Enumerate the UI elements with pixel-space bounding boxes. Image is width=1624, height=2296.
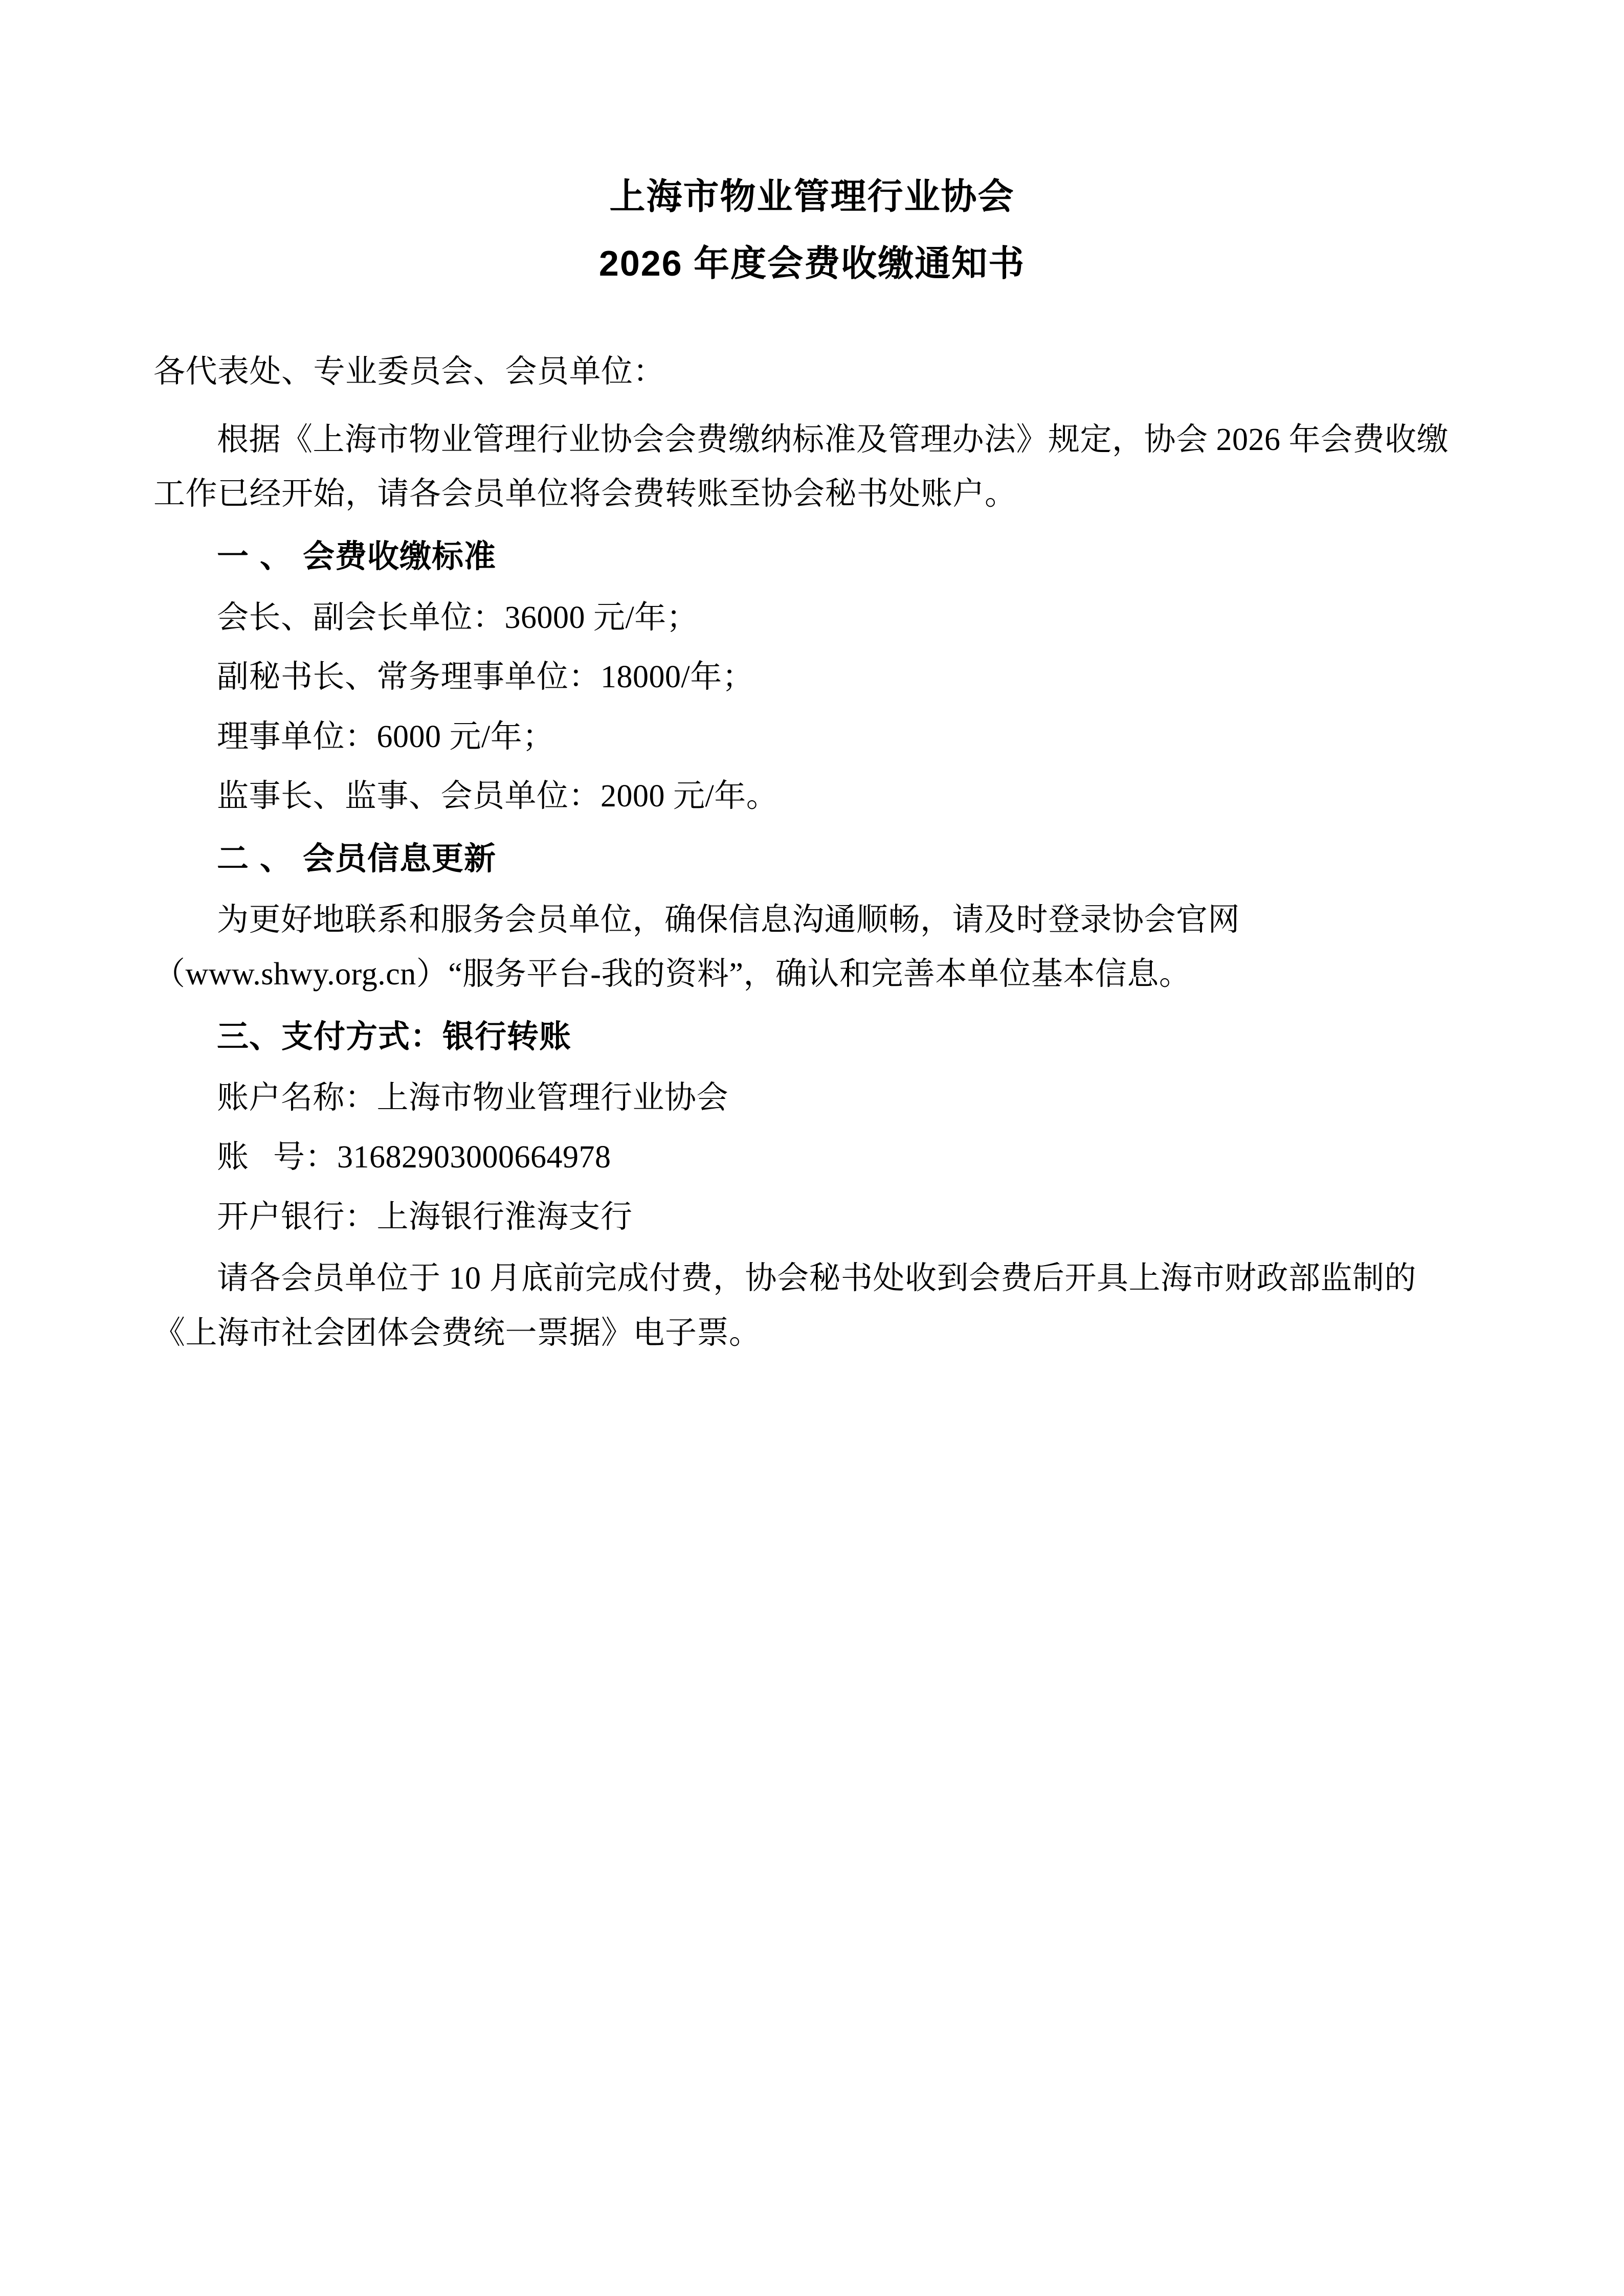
fee-item: 理事单位：6000 元/年；	[217, 719, 554, 754]
document-title	[153, 169, 1471, 291]
section-1-title: 会费收缴标准	[303, 538, 497, 574]
account-bank-line	[153, 1190, 1471, 1245]
account-name-value: 上海市物业管理行业协会	[376, 1080, 729, 1115]
fee-item: 会长、副会长单位：36000 元/年；	[217, 600, 699, 635]
account-number-line	[153, 1130, 1471, 1185]
title-line-2: 2026 年度会费收缴通知书	[598, 243, 1026, 283]
section-2-number: 二、	[217, 841, 303, 876]
document-body	[153, 345, 1471, 1361]
intro-paragraph: 根据《上海市物业管理行业协会会费缴纳标准及管理办法》规定，协会 2026 年会费收缴工作已经开始，请各会员单位将会费转账至协会秘书处账户。	[153, 422, 1449, 512]
section-1-number: 一、	[217, 538, 303, 574]
section-2-title: 会员信息更新	[303, 841, 497, 876]
section-2-heading	[153, 832, 1471, 887]
section-3-title: 支付方式：银行转账	[281, 1019, 572, 1054]
account-name-label: 账户名称：	[217, 1080, 377, 1115]
account-number-label: 账	[217, 1140, 274, 1175]
fee-item: 副秘书长、常务理事单位：18000/年；	[217, 660, 754, 695]
account-name-line	[153, 1071, 1471, 1126]
account-number-value: 31682903000664978	[337, 1140, 611, 1175]
salutation: 各代表处、专业委员会、会员单位：	[153, 354, 665, 389]
section-3-number: 三、	[217, 1019, 282, 1054]
section-3-heading	[153, 1010, 1471, 1065]
account-bank-label: 开户银行：	[217, 1199, 377, 1234]
title-line-1: 上海市物业管理行业协会	[609, 176, 1015, 216]
section-2-paragraph: 为更好地联系和服务会员单位，确保信息沟通顺畅，请及时登录协会官网（www.shwy.org.cn）“服务平台-我的资料”，确认和完善本单位基本信息。	[153, 902, 1240, 992]
closing-paragraph: 请各会员单位于 10 月底前完成付费，协会秘书处收到会费后开具上海市财政部监制的《上海市社会团体会费统一票据》电子票。	[153, 1261, 1417, 1350]
account-bank-value: 上海银行淮海支行	[376, 1199, 633, 1234]
account-number-label-2: 号：	[273, 1140, 338, 1175]
section-1-heading	[153, 530, 1471, 584]
fee-item: 监事长、监事、会员单位：2000 元/年。	[217, 779, 778, 814]
